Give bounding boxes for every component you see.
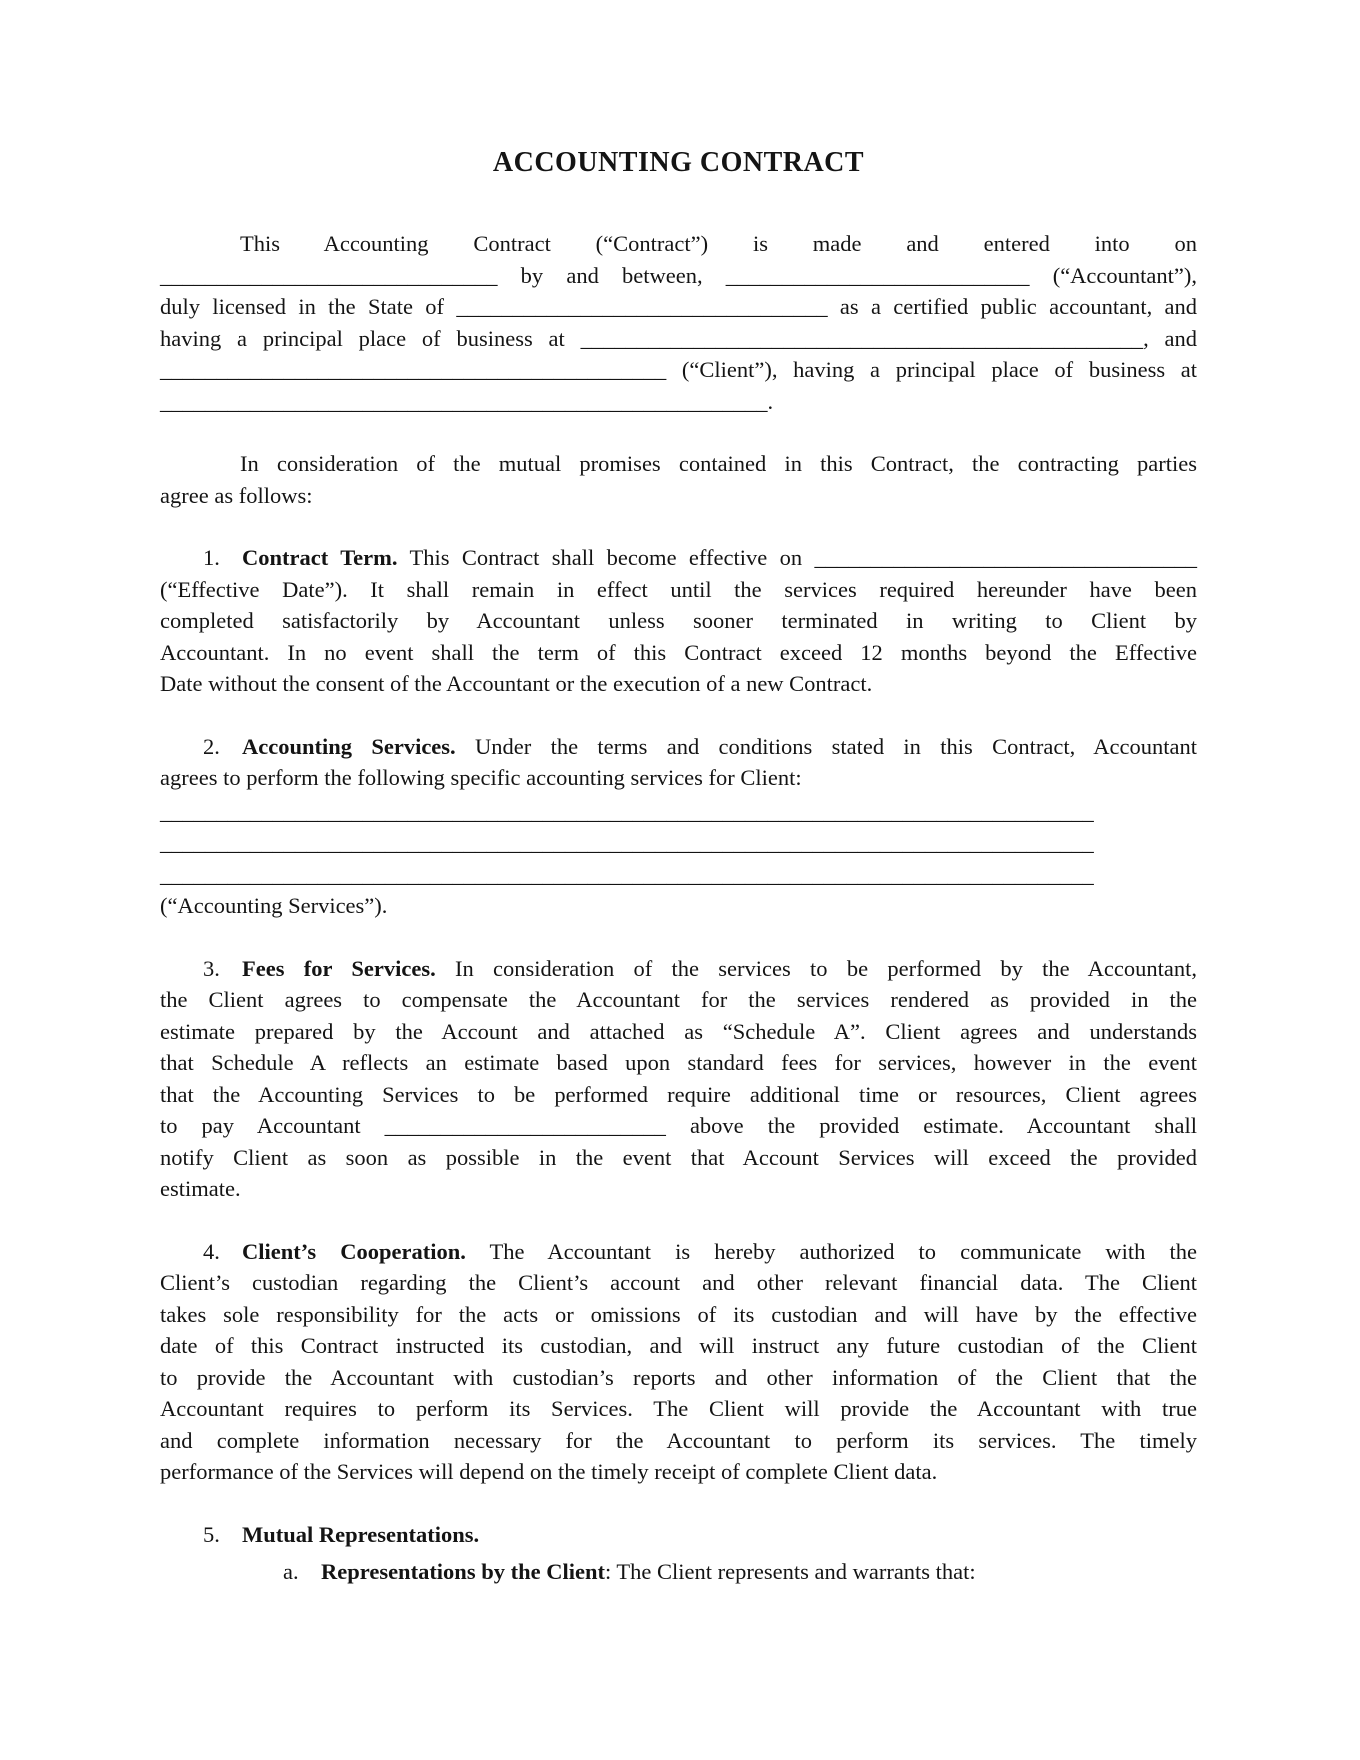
- text-line: [160, 1299, 1197, 1331]
- text-run: : The Client represents and warrants that:: [604, 1559, 976, 1584]
- text-line: [160, 984, 1197, 1016]
- text-run: and complete information necessary for the Accountant to perform its services. The timely: [160, 1427, 1197, 1453]
- section-3-fees-for-services: [160, 953, 1197, 1205]
- text-line: [160, 1425, 1197, 1457]
- text-run: Client’s custodian regarding the Client’s account and other relevant financial data. The Client: [160, 1270, 1197, 1295]
- text-run: that the Accounting Services to be performed require additional time or resources, Client agrees: [160, 1081, 1197, 1107]
- text-line: [160, 762, 1197, 794]
- service-blank-lines: [160, 796, 1197, 922]
- text-line: [160, 1456, 1197, 1488]
- text-run: ______________________________________________________.: [160, 388, 774, 414]
- text-line: [160, 228, 1197, 260]
- text-line: [160, 323, 1197, 355]
- intro-paragraph: [160, 228, 1197, 417]
- consideration-paragraph: [160, 448, 1197, 511]
- text-line: [160, 1173, 1197, 1205]
- text-run: _____________________________________________ (“Client”), having a principal place of business at: [160, 357, 1197, 382]
- text-run: estimate prepared by the Account and attached as “Schedule A”. Client agrees and understands: [160, 1018, 1197, 1044]
- text-line: [160, 1330, 1197, 1362]
- text-run: to provide the Accountant with custodian’s reports and other information of the Client that the: [160, 1364, 1197, 1390]
- list-number: 5.: [203, 1521, 220, 1547]
- text-run: duly licensed in the State of _________________________________ as a certified public accountant, and: [160, 294, 1197, 319]
- blank-line: [160, 796, 1197, 828]
- text-run: completed satisfactorily by Accountant unless sooner terminated in writing to Client by: [160, 608, 1197, 633]
- section-heading: Representations by the Client: [321, 1559, 605, 1584]
- text-run: having a principal place of business at __________________________________________________, and: [160, 325, 1197, 351]
- text-line: [160, 1267, 1197, 1299]
- section-5-mutual-representations: [160, 1519, 1197, 1588]
- section-heading: Mutual Representations.: [242, 1521, 480, 1547]
- text-run: Date without the consent of the Accountant or the execution of a new Contract.: [160, 671, 873, 696]
- document-title: ACCOUNTING CONTRACT: [492, 147, 865, 178]
- text-run: takes sole responsibility for the acts or omissions of its custodian and will have by the effective: [160, 1301, 1197, 1327]
- section-heading: Fees for Services.: [242, 955, 436, 981]
- section-1-contract-term: [160, 542, 1197, 700]
- text-line: [160, 1362, 1197, 1394]
- section-4-clients-cooperation: [160, 1236, 1197, 1488]
- text-run: ___________________________________________________________________________________: [160, 861, 1094, 887]
- text-line: [160, 890, 1197, 922]
- blank-line: [160, 827, 1197, 859]
- list-number: 4.: [203, 1238, 220, 1264]
- text-line: [160, 1110, 1197, 1142]
- text-line: [160, 354, 1197, 386]
- text-run: to pay Accountant _________________________ above the provided estimate. Accountant shall: [160, 1113, 1197, 1138]
- text-run: ______________________________ by and between, ___________________________ (“Accountant”),: [160, 262, 1197, 288]
- text-line: [160, 1079, 1197, 1111]
- list-number: 1.: [203, 545, 220, 570]
- text-run: notify Client as soon as possible in the event that Account Services will exceed the provided: [160, 1144, 1197, 1170]
- text-run: (“Effective Date”). It shall remain in effect until the services required hereunder have been: [160, 576, 1197, 602]
- text-run: estimate.: [160, 1176, 241, 1201]
- text-line: [160, 605, 1197, 637]
- text-run: Accountant requires to perform its Services. The Client will provide the Accountant with true: [160, 1396, 1197, 1421]
- text-line: [160, 1519, 1197, 1551]
- text-line: [160, 260, 1197, 292]
- text-run: Under the terms and conditions stated in this Contract, Accountant: [455, 733, 1197, 759]
- text-run: agrees to perform the following specific accounting services for Client:: [160, 765, 802, 790]
- document-body: [160, 228, 1197, 1588]
- text-run: The Accountant is hereby authorized to communicate with the: [465, 1238, 1197, 1264]
- text-run: In consideration of the services to be performed by the Accountant,: [435, 955, 1197, 981]
- text-run: date of this Contract instructed its custodian, and will instruct any future custodian of the Client: [160, 1333, 1197, 1358]
- text-line: [160, 637, 1197, 669]
- text-line: [160, 953, 1197, 985]
- text-run: ___________________________________________________________________________________: [160, 798, 1094, 824]
- text-run: This Contract shall become effective on __________________________________: [397, 545, 1197, 570]
- text-line: [160, 1556, 1197, 1588]
- text-line: [160, 1236, 1197, 1268]
- text-line: [160, 668, 1197, 700]
- list-number: a.: [283, 1559, 299, 1584]
- text-run: agree as follows:: [160, 482, 313, 508]
- text-line: [160, 1142, 1197, 1174]
- text-line: [160, 448, 1197, 480]
- list-number: 2.: [203, 733, 220, 759]
- text-line: [160, 731, 1197, 763]
- section-heading: Accounting Services.: [242, 733, 456, 759]
- text-line: [160, 574, 1197, 606]
- section-heading: Client’s Cooperation.: [242, 1238, 466, 1264]
- text-line: [160, 1047, 1197, 1079]
- section-2-accounting-services: [160, 731, 1197, 794]
- text-line: [160, 480, 1197, 512]
- section-heading: Contract Term.: [242, 545, 398, 570]
- text-line: [160, 386, 1197, 418]
- text-run: (“Accounting Services”).: [160, 893, 388, 918]
- text-run: This Accounting Contract (“Contract”) is made and entered into on: [240, 231, 1197, 256]
- list-number: 3.: [203, 955, 220, 981]
- text-line: [160, 1016, 1197, 1048]
- text-line: [160, 1393, 1197, 1425]
- text-line: [160, 542, 1197, 574]
- text-run: In consideration of the mutual promises contained in this Contract, the contracting parties: [240, 451, 1197, 476]
- text-run: that Schedule A reflects an estimate based upon standard fees for services, however in the event: [160, 1050, 1197, 1075]
- text-run: performance of the Services will depend on the timely receipt of complete Client data.: [160, 1459, 938, 1484]
- text-run: Accountant. In no event shall the term of this Contract exceed 12 months beyond the Effective: [160, 639, 1197, 665]
- text-run: ___________________________________________________________________________________: [160, 830, 1094, 855]
- blank-line: [160, 859, 1197, 891]
- text-line: [160, 291, 1197, 323]
- text-run: the Client agrees to compensate the Accountant for the services rendered as provided in the: [160, 987, 1197, 1012]
